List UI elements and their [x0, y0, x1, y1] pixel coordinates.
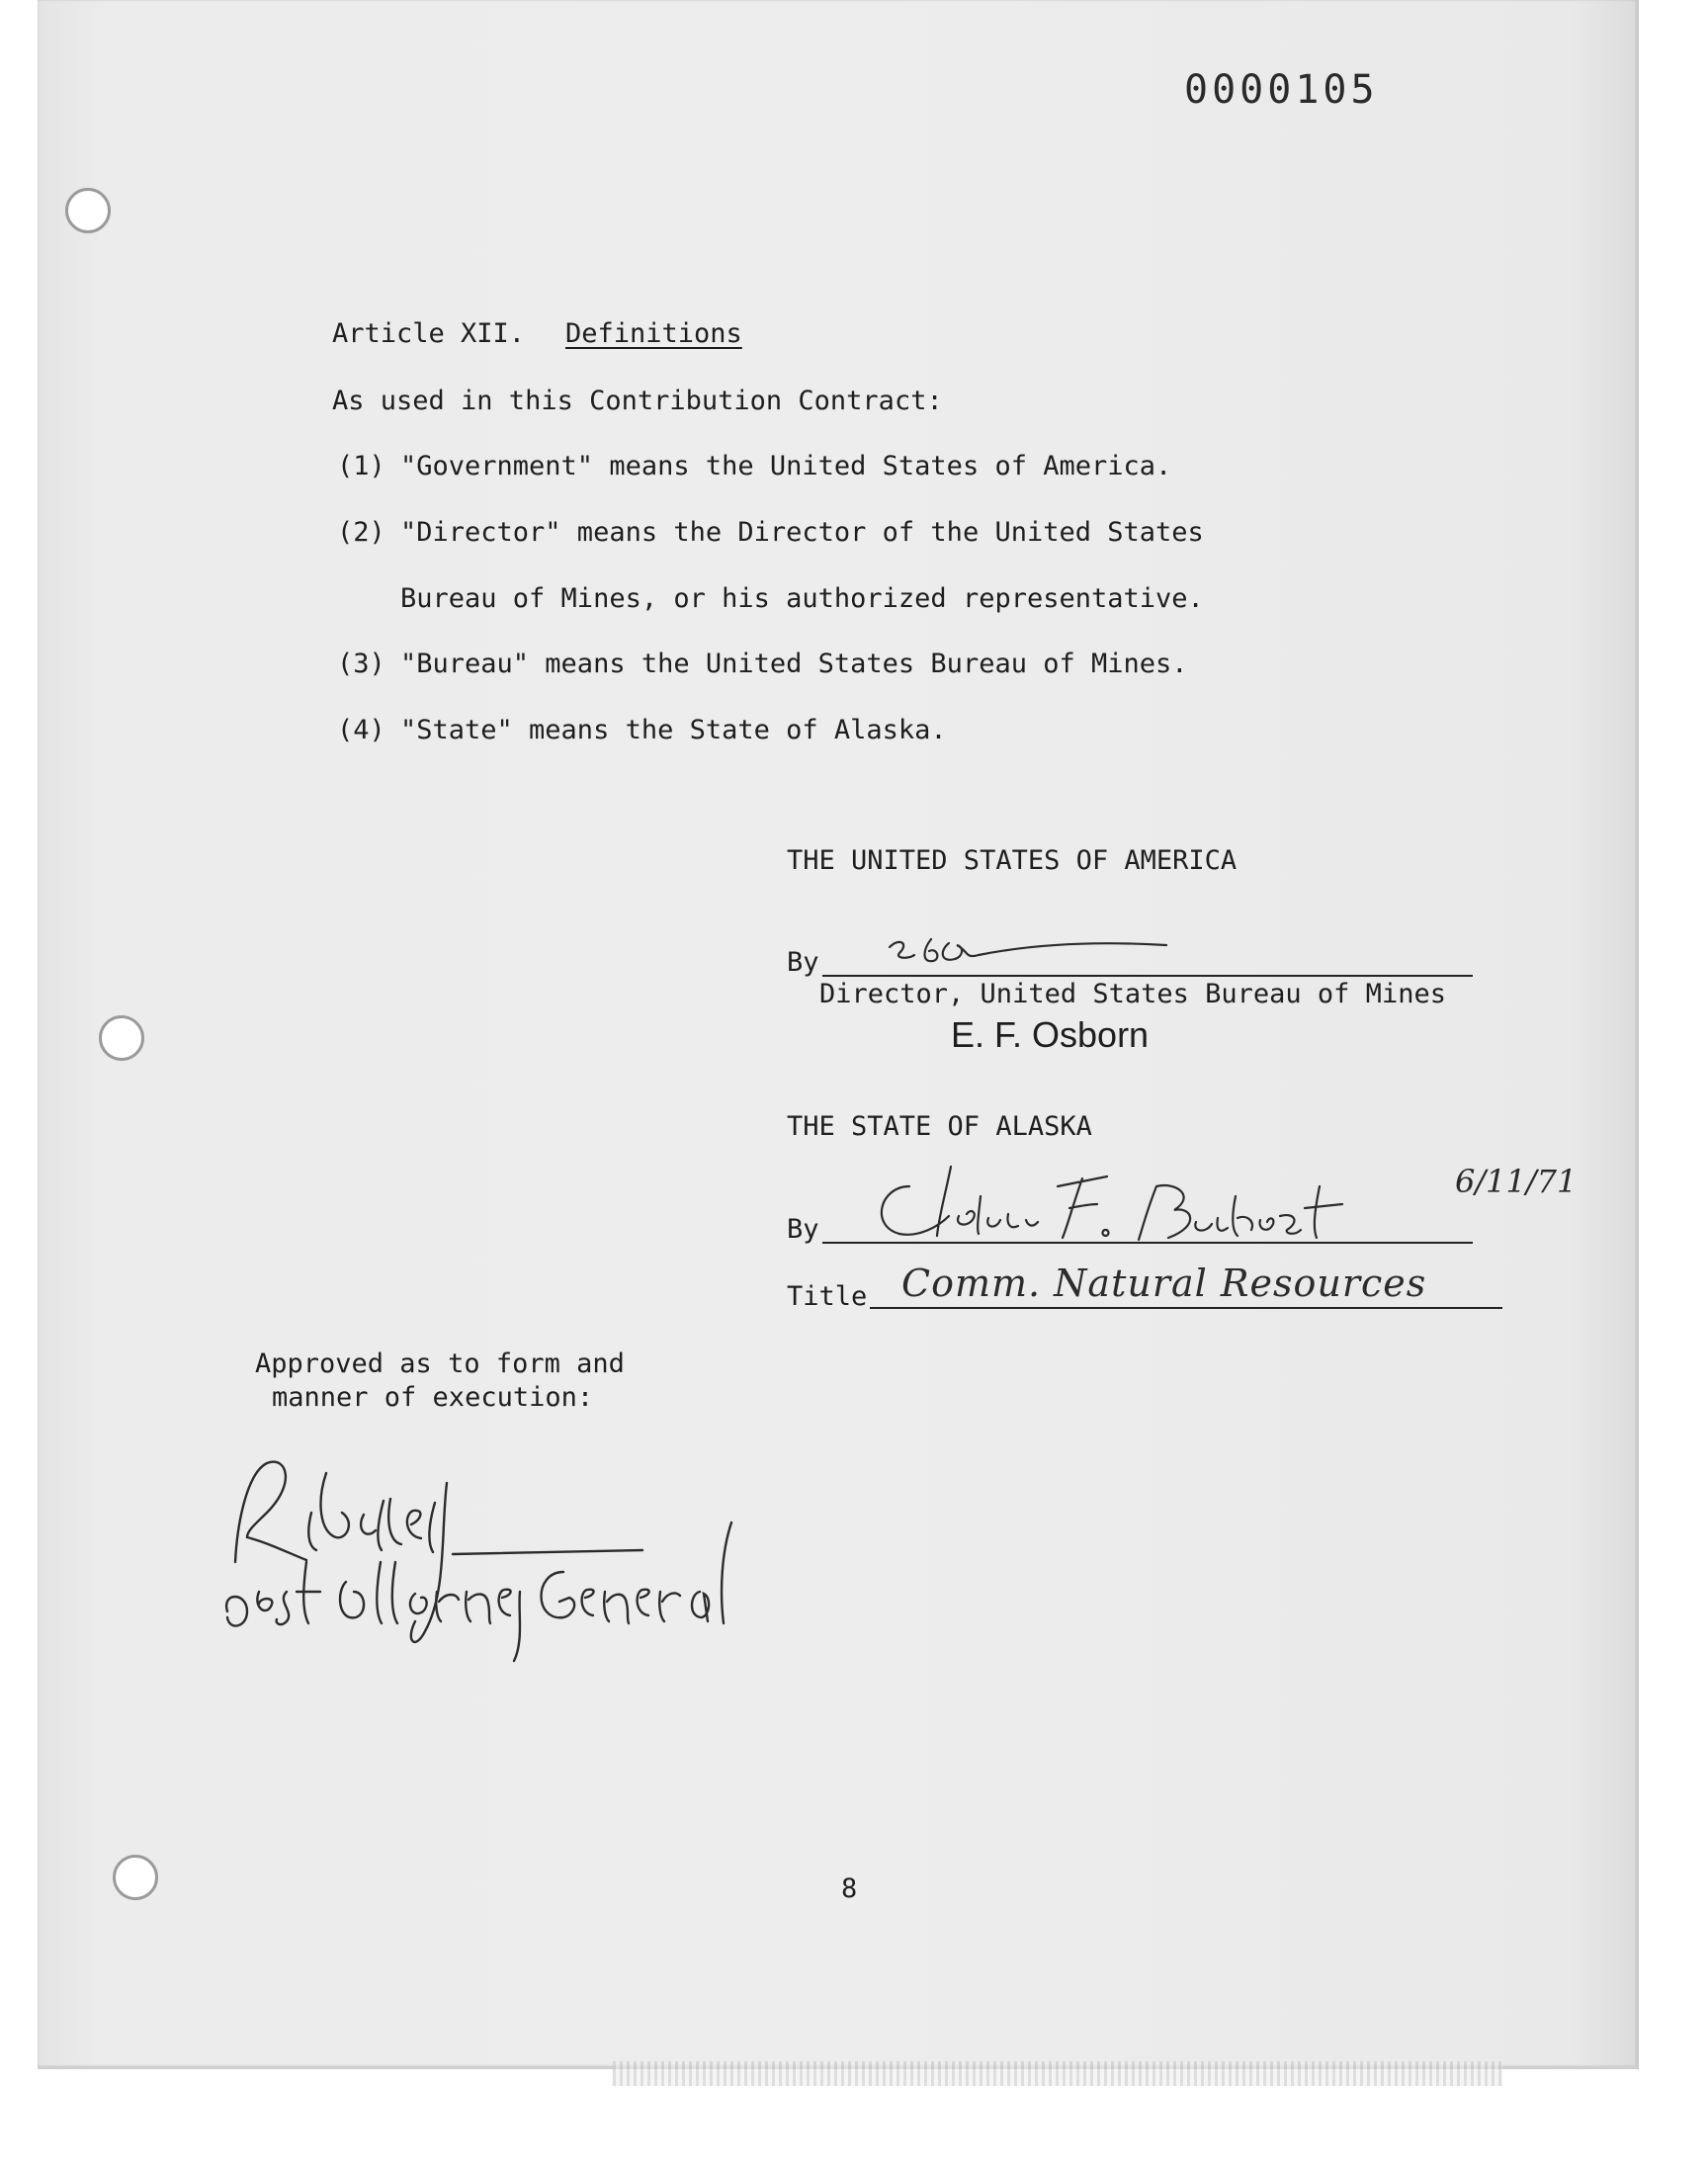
by-label: By: [787, 947, 819, 978]
punch-hole: [65, 188, 111, 233]
signer-title: Director, United States Bureau of Mines: [819, 979, 1446, 1009]
document-number: 0000105: [1184, 67, 1379, 113]
title-label: Title: [787, 1281, 868, 1312]
definition-text: "Director" means the Director of the United States: [400, 517, 1204, 548]
approver-title: [238, 1683, 251, 1684]
punch-hole: [99, 1015, 144, 1061]
page-number: 8: [841, 1873, 858, 1904]
document-page: [38, 0, 1639, 2069]
scan-artifact: [613, 2061, 1502, 2086]
printed-name: E. F. Osborn: [951, 1014, 1150, 1055]
punch-hole: [113, 1855, 158, 1900]
approval-text-continued: manner of execution:: [272, 1382, 594, 1413]
signature-bradley: [217, 1443, 850, 1681]
signature-date: 6/11/71: [1455, 1163, 1578, 1200]
definition-text: "Bureau" means the United States Bureau of Mines.: [400, 649, 1188, 679]
definition-text: "Government" means the United States of America.: [400, 451, 1172, 481]
party-name-usa: THE UNITED STATES OF AMERICA: [787, 845, 1238, 876]
signature-osborn: [870, 929, 1226, 979]
party-name-alaska: THE STATE OF ALASKA: [787, 1111, 1092, 1142]
definition-number: (2): [337, 517, 385, 548]
definition-number: (4): [337, 715, 385, 745]
approval-signature-text: [237, 1681, 251, 1684]
article-title: Definitions: [565, 318, 742, 349]
by-label: By: [787, 1214, 819, 1245]
article-label: Article XII.: [332, 318, 526, 349]
signature-herbert: [860, 1157, 1413, 1251]
definition-number: (1): [337, 451, 385, 481]
definition-number: (3): [337, 649, 385, 679]
title-line: [870, 1307, 1502, 1309]
intro-text: As used in this Contribution Contract:: [332, 386, 943, 416]
definition-text-continued: Bureau of Mines, or his authorized representative.: [400, 583, 1204, 614]
title-handwritten: Comm. Natural Resources: [901, 1262, 1427, 1305]
definition-text: "State" means the State of Alaska.: [400, 715, 947, 745]
approval-text: Approved as to form and: [255, 1348, 625, 1379]
